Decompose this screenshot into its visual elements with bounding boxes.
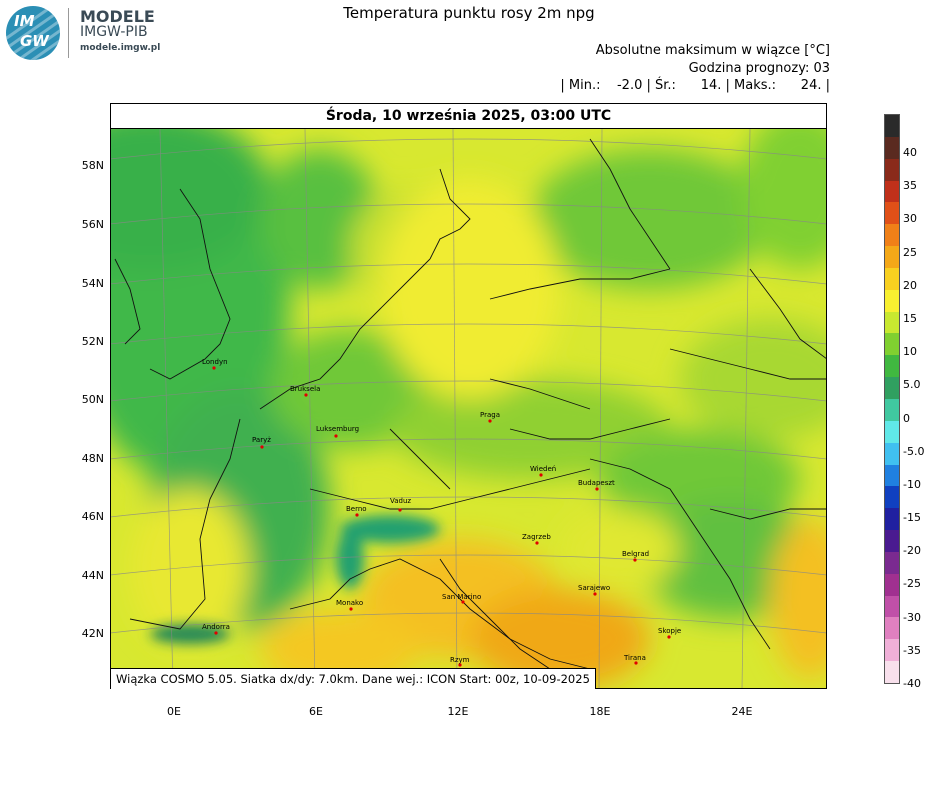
logo-text-im: IM bbox=[14, 12, 35, 30]
colorbar-swatch bbox=[885, 617, 899, 639]
colorbar-swatch bbox=[885, 530, 899, 552]
colorbar-swatch bbox=[885, 661, 899, 683]
colorbar-swatch bbox=[885, 115, 899, 137]
colorbar bbox=[884, 114, 900, 684]
colorbar-swatch bbox=[885, 443, 899, 465]
colorbar-swatch bbox=[885, 486, 899, 508]
colorbar-swatch bbox=[885, 202, 899, 224]
colorbar-label: 30 bbox=[903, 212, 917, 226]
city-label: Sarajewo bbox=[578, 584, 611, 592]
city-label: Belgrad bbox=[622, 550, 650, 558]
logo-text-gw: GW bbox=[20, 32, 49, 50]
colorbar-swatch bbox=[885, 421, 899, 443]
lon-label: 18E bbox=[589, 705, 611, 718]
colorbar-label: -5.0 bbox=[903, 444, 925, 458]
city-label: Tirana bbox=[624, 654, 646, 662]
colorbar-swatch bbox=[885, 639, 899, 661]
colorbar-swatch bbox=[885, 399, 899, 421]
lon-label: 0E bbox=[167, 705, 181, 718]
city-label: Vaduz bbox=[390, 497, 412, 505]
colorbar-swatch bbox=[885, 596, 899, 618]
info-line-1: Absolutne maksimum w wiązce [°C] bbox=[595, 43, 830, 58]
colorbar-swatch bbox=[885, 246, 899, 268]
date-bar: Środa, 10 września 2025, 03:00 UTC bbox=[110, 103, 827, 129]
info-line-3: | Min.: -2.0 | Śr.: 14. | Maks.: 24. | bbox=[560, 78, 830, 93]
colorbar-swatch bbox=[885, 137, 899, 159]
city-label: Budapeszt bbox=[578, 479, 615, 487]
city-label: Monako bbox=[336, 599, 364, 607]
colorbar-swatch bbox=[885, 574, 899, 596]
colorbar-label: -20 bbox=[903, 544, 921, 558]
colorbar-label: 20 bbox=[903, 278, 917, 292]
chart-title: Temperatura punktu rosy 2m npg bbox=[343, 4, 595, 22]
city-label: Rzym bbox=[450, 656, 470, 664]
colorbar-label: -40 bbox=[903, 677, 921, 690]
lat-label: 50N bbox=[81, 393, 104, 406]
colorbar-label: -35 bbox=[903, 643, 921, 657]
colorbar-label: 35 bbox=[903, 179, 917, 193]
city-label: Bruksela bbox=[290, 385, 321, 393]
city-label: San Marino bbox=[442, 593, 482, 601]
lon-label: 6E bbox=[309, 705, 323, 718]
lon-label: 12E bbox=[447, 705, 469, 718]
colorbar-label: 5.0 bbox=[903, 378, 921, 392]
city-label: Berno bbox=[346, 505, 367, 513]
brand-org: IMGW-PIB bbox=[80, 24, 148, 40]
brand-name: MODELE bbox=[80, 7, 155, 26]
colorbar-swatch bbox=[885, 290, 899, 312]
lon-label: 24E bbox=[731, 705, 753, 718]
colorbar-swatch bbox=[885, 181, 899, 203]
city-label: Skopje bbox=[658, 627, 682, 635]
city-label: Praga bbox=[480, 411, 500, 419]
lat-label: 42N bbox=[81, 627, 104, 640]
city-label: Luksemburg bbox=[316, 425, 360, 433]
lat-label: 58N bbox=[81, 159, 104, 172]
colorbar-swatch bbox=[885, 552, 899, 574]
colorbar-swatch bbox=[885, 268, 899, 290]
colorbar-label: -10 bbox=[903, 477, 921, 491]
lat-label: 54N bbox=[81, 277, 104, 290]
colorbar-swatch bbox=[885, 333, 899, 355]
lat-label: 44N bbox=[81, 569, 104, 582]
colorbar-swatch bbox=[885, 465, 899, 487]
lat-label: 48N bbox=[81, 452, 104, 465]
brand-url[interactable]: modele.imgw.pl bbox=[80, 43, 161, 53]
colorbar-swatch bbox=[885, 508, 899, 530]
lat-label: 52N bbox=[81, 335, 104, 348]
city-label: Wiedeń bbox=[530, 465, 557, 473]
map-frame bbox=[110, 103, 827, 689]
colorbar-label: 10 bbox=[903, 345, 917, 359]
colorbar-label: 25 bbox=[903, 245, 917, 259]
colorbar-label: 0 bbox=[903, 411, 910, 425]
colorbar-swatch bbox=[885, 312, 899, 334]
colorbar-swatch bbox=[885, 224, 899, 246]
colorbar-label: -30 bbox=[903, 610, 921, 624]
colorbar-swatch bbox=[885, 355, 899, 377]
city-label: Paryż bbox=[252, 436, 271, 444]
lat-label: 56N bbox=[81, 218, 104, 231]
lat-label: 46N bbox=[81, 510, 104, 523]
model-footer: Wiązka COSMO 5.05. Siatka dx/dy: 7.0km. Dane wej.: ICON Start: 00z, 10-09-2025 bbox=[111, 668, 596, 689]
colorbar-label: 15 bbox=[903, 311, 917, 325]
colorbar-label: -25 bbox=[903, 577, 921, 591]
colorbar-label: -15 bbox=[903, 511, 921, 525]
city-label: Londyn bbox=[202, 358, 228, 366]
colorbar-swatch bbox=[885, 159, 899, 181]
colorbar-label: 40 bbox=[903, 146, 917, 159]
info-line-2: Godzina prognozy: 03 bbox=[688, 61, 830, 76]
colorbar-swatch bbox=[885, 377, 899, 399]
city-label: Andorra bbox=[202, 623, 230, 631]
city-label: Zagrzeb bbox=[522, 533, 551, 541]
